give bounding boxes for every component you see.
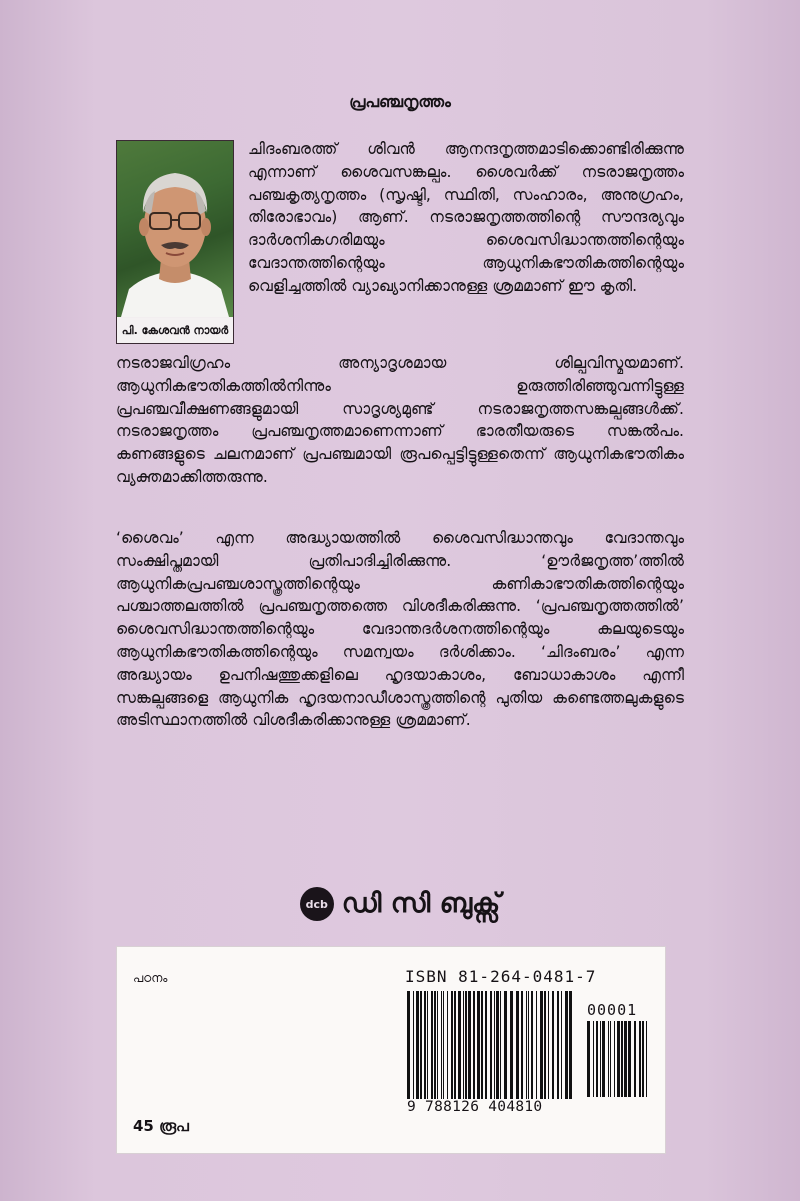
barcode-bar (494, 991, 495, 1099)
publisher-block (0, 887, 800, 921)
addon-number: 00001 (587, 1001, 638, 1019)
barcode-bar (596, 1021, 598, 1097)
barcode-bar (561, 991, 562, 1099)
barcode-bar (526, 991, 527, 1099)
book-title: പ്രപഞ്ചനൃത്തം (349, 92, 451, 111)
barcode-bar (642, 1021, 644, 1097)
barcode-bar (407, 991, 410, 1099)
barcode-bar (624, 1021, 627, 1097)
barcode-bar (552, 991, 554, 1099)
barcode-bar (485, 991, 487, 1099)
barcode-bar (617, 1021, 620, 1097)
author-portrait-image (117, 141, 233, 317)
barcode-bar (468, 991, 471, 1099)
barcode-bar (544, 991, 546, 1099)
author-photo-frame (116, 140, 234, 344)
author-caption: പി. കേശവൻ നായർ (117, 318, 233, 343)
blurb-paragraph-2: നടരാജവിഗ്രഹം അന്യാദൃശമായ ശില്പവിസ്മയമാണ്. ആധുനികഭൗതികത്തിൽനിന്നും ഉരുത്തിരിഞ്ഞുവന്നിട്ടുള്ള പ്രപഞ്ചവീക്ഷണങ്ങളുമായി സാദൃശ്യമുണ്ട് നടരാജനൃത്തസങ്കല്പങ്ങൾക്ക്. നടരാജനൃത്തം പ്രപഞ്ചനൃത്തമാണെന്നാണ് ഭാരതീയരുടെ സങ്കൽപം. കണങ്ങളുടെ ചലനമാണ് പ്രപഞ്ചമായി രൂപപ്പെട്ടിട്ടുള്ളതെന്ന് ആധുനികഭൗതികം വ്യക്തമാക്കിത്തരുന്നു. (116, 354, 684, 486)
barcode-bar (427, 991, 428, 1099)
barcode-bar (420, 991, 422, 1099)
barcode-bar (447, 991, 448, 1099)
barcode-bar (536, 991, 537, 1099)
barcode-bar (434, 991, 436, 1099)
barcode-bar (646, 1021, 647, 1097)
ean-barcode (407, 991, 577, 1099)
barcode-bar (500, 991, 501, 1099)
barcode-bar (565, 991, 568, 1099)
price-label: 45 രൂപ (133, 1117, 189, 1135)
barcode-bar (413, 991, 414, 1099)
barcode-bar (569, 991, 572, 1099)
barcode-bar (477, 991, 480, 1099)
barcode-bar (621, 1021, 623, 1097)
barcode-bar (510, 991, 513, 1099)
publisher-name: ഡി സി ബുക്സ് (341, 888, 501, 919)
barcode-bar (540, 991, 543, 1099)
barcode-bar (424, 991, 426, 1099)
barcode-bar (490, 991, 492, 1099)
barcode-bar (441, 991, 442, 1099)
barcode-bar (608, 1021, 609, 1097)
barcode-bar (593, 1021, 594, 1097)
barcode-bar (587, 1021, 590, 1097)
barcode-bar (528, 991, 529, 1099)
barcode-bar (431, 991, 433, 1099)
barcode-bar (504, 991, 507, 1099)
barcode-bar (610, 1021, 611, 1097)
barcode-bar (473, 991, 475, 1099)
barcode-bar (557, 991, 559, 1099)
barcode-bar (531, 991, 533, 1099)
barcode-sticker (116, 946, 666, 1154)
barcode-bar (521, 991, 523, 1099)
barcode-bar (602, 1021, 605, 1097)
barcode-bar (465, 991, 467, 1099)
addon-barcode (587, 1021, 653, 1097)
subject-label: പഠനം (133, 971, 168, 985)
barcode-bar (443, 991, 444, 1099)
blurb-paragraph-1: ചിദംബരത്ത് ശിവൻ ആനന്ദനൃത്തമാടിക്കൊണ്ടിരിക്കുന്നു എന്നാണ് ശൈവസങ്കല്പം. ശൈവർക്ക് നടരാജനൃത്തം പഞ്ചകൃത്യനൃത്തം (സൃഷ്ടി, സ്ഥിതി, സംഹാരം, അനുഗ്രഹം, തിരോഭാവം) ആണ്. നടരാജനൃത്തത്തിന്റെ സൗന്ദര്യവും ദാർശനികഗരിമയും ശൈവസിദ്ധാന്തത്തിന്റെയും വേദാന്തത്തിന്റെയും ആധുനികഭൗതികത്തിന്റെയും വെളിച്ചത്തിൽ വ്യാഖ്യാനിക്കാനുള്ള ശ്രമമാണ് ഈ കൃതി. (248, 140, 684, 295)
barcode-bar (416, 991, 419, 1099)
blurb-paragraph-3: ‘ശൈവം’ എന്ന അദ്ധ്യായത്തിൽ ശൈവസിദ്ധാന്തവും വേദാന്തവും സംക്ഷിപ്തമായി പ്രതിപാദിച്ചിരിക്കുന്നു. ‘ഊർജനൃത്ത’ത്തിൽ ആധുനികപ്രപഞ്ചശാസ്ത്രത്തിന്റെയും കണികാഭൗതികത്തിന്റെയും പശ്ചാത്തലത്തിൽ പ്രപഞ്ചനൃത്തത്തെ വിശദീകരിക്കുന്നു. ‘പ്രപഞ്ചനൃത്തത്തിൽ’ ശൈവസിദ്ധാന്തത്തിന്റെയും വേദാന്തദർശനത്തിന്റെയും കലയുടെയും ആധുനികഭൗതികത്തിന്റെയും സമന്വയം ദർശിക്കാം. ‘ചിദംബരം’ എന്ന അദ്ധ്യായം ഉപനിഷത്തുക്കളിലെ ഹൃദയാകാശം, ബോധാകാശം എന്നീ സങ്കല്പങ്ങളെ ആധുനിക ഹൃദയനാഡീശാസ്ത്രത്തിന്റെ പുതിയ കണ്ടെത്തലുകളുടെ അടിസ്ഥാനത്തിൽ വിശദീകരിക്കാനുള്ള ശ്രമമാണ്. (116, 529, 684, 730)
barcode-bar (614, 1021, 615, 1097)
barcode-bar (516, 991, 519, 1099)
barcode-bar (600, 1021, 601, 1097)
barcode-bar (454, 991, 456, 1099)
barcode-bar (639, 1021, 641, 1097)
barcode-bar (548, 991, 549, 1099)
author-photo (117, 141, 233, 317)
barcode-bar (458, 991, 461, 1099)
barcode-bar (463, 991, 464, 1099)
barcode-bar (496, 991, 499, 1099)
barcode-bar (437, 991, 438, 1099)
isbn-label: ISBN 81-264-0481-7 (405, 967, 597, 986)
barcode-bar (634, 1021, 636, 1097)
barcode-bar (451, 991, 453, 1099)
publisher-logo: dcb (300, 887, 334, 921)
barcode-bar (481, 991, 483, 1099)
barcode-bar (628, 1021, 631, 1097)
barcode-number: 9 788126 404810 (407, 1099, 543, 1115)
